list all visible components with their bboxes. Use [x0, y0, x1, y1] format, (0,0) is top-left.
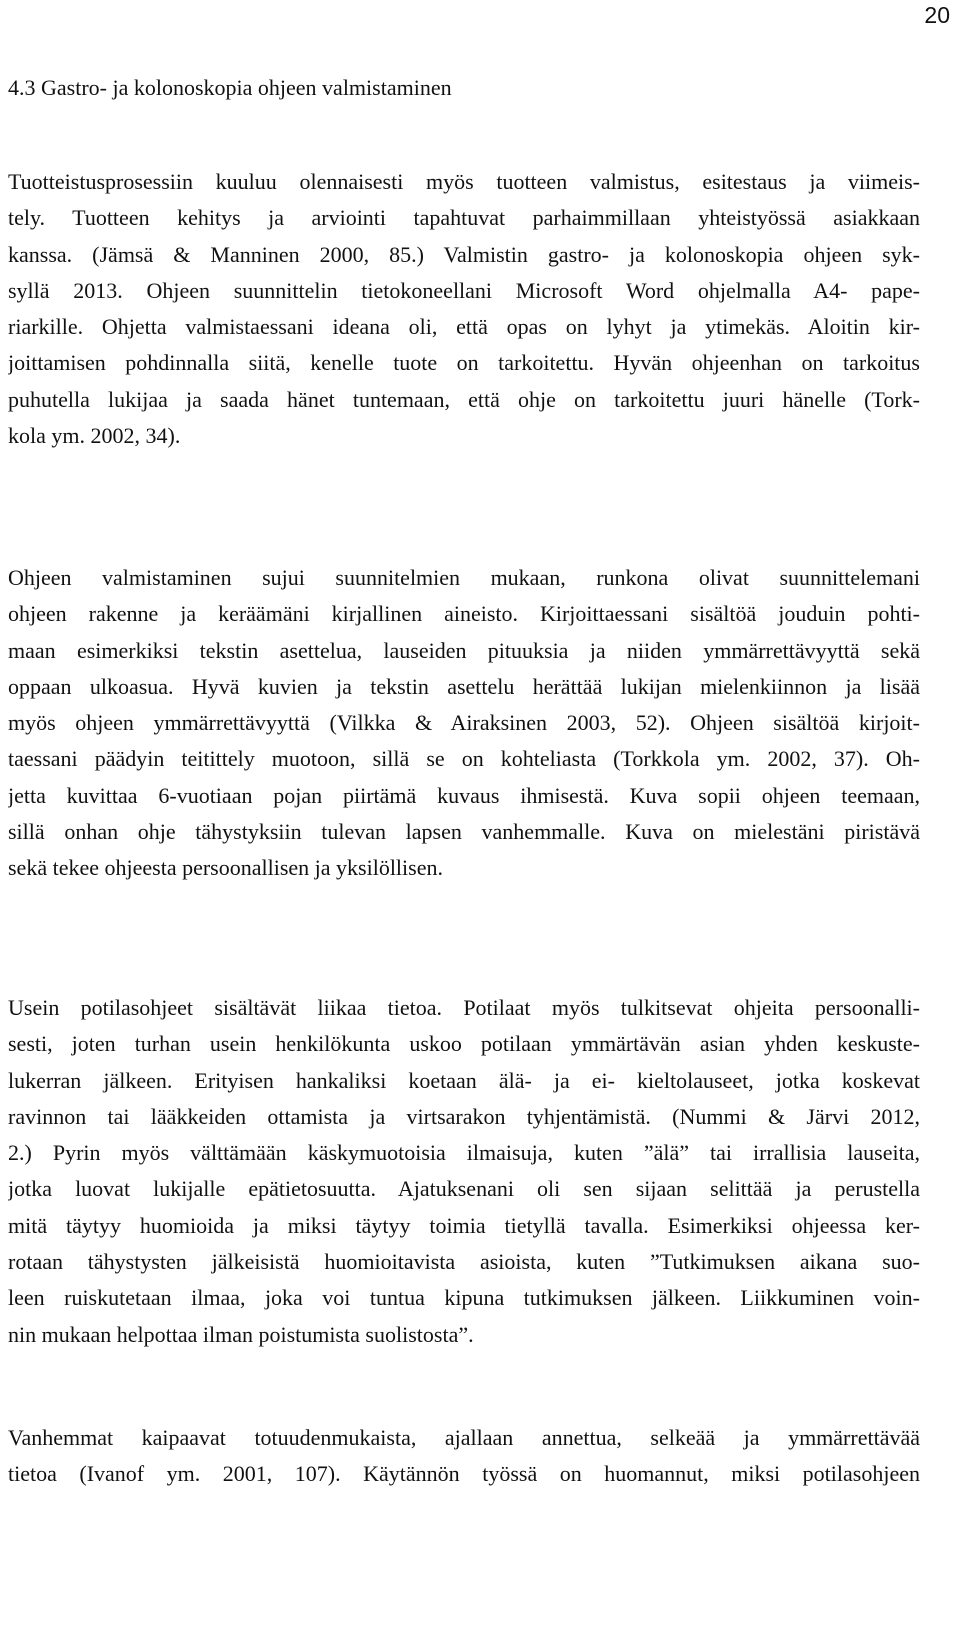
paragraph-3 — [8, 990, 920, 1353]
paragraph-line: sesti, joten turhan usein henkilökunta uskoo potilaan ymmärtävän asian yhden keskuste- — [8, 1031, 920, 1057]
paragraph-line: maan esimerkiksi tekstin asettelua, lauseiden pituuksia ja niiden ymmärrettävyyttä sekä — [8, 637, 920, 663]
paragraph-line: jetta kuvittaa 6-vuotiaan pojan piirtämä kuvaus ihmisestä. Kuva sopii ohjeen teemaan, — [8, 782, 920, 808]
paragraph-line: tely. Tuotteen kehitys ja arviointi tapahtuvat parhaimmillaan yhteistyössä asiakkaan — [8, 205, 920, 231]
paragraph-line: tietoa (Ivanof ym. 2001, 107). Käytännön työssä on huomannut, miksi potilasohjeen — [8, 1461, 920, 1487]
paragraph-line: jotka luovat lukijalle epätietosuutta. Ajatuksenani oli sen sijaan selittää ja perustella — [8, 1176, 920, 1202]
paragraph-1 — [8, 164, 920, 454]
paragraph-line: rotaan tähystysten jälkeisistä huomioitavista asioista, kuten ”Tutkimuksen aikana suo- — [8, 1249, 920, 1275]
paragraph-line: Vanhemmat kaipaavat totuudenmukaista, ajallaan annettua, selkeää ja ymmärrettävää — [8, 1425, 920, 1450]
paragraph-line: joittamisen pohdinnalla siitä, kenelle tuote on tarkoitettu. Hyvän ohjeenhan on tarkoitus — [8, 350, 920, 376]
paragraph-line: mitä täytyy huomioida ja miksi täytyy toimia tietyllä tavalla. Esimerkiksi ohjeessa ker- — [8, 1212, 920, 1238]
paragraph-line: leen ruiskutetaan ilmaa, joka voi tuntua kipuna tutkimuksen jälkeen. Liikkuminen voin- — [8, 1285, 920, 1311]
paragraph-2 — [8, 560, 920, 887]
paragraph-line: taessani päädyin teitittely muotoon, sillä se on kohteliasta (Torkkola ym. 2002, 37). Oh- — [8, 746, 920, 772]
paragraph-line: 2.) Pyrin myös välttämään käskymuotoisia ilmaisuja, kuten ”älä” tai irrallisia lauseita, — [8, 1140, 920, 1166]
page-number: 20 — [924, 2, 950, 28]
paragraph-line: myös ohjeen ymmärrettävyyttä (Vilkka & Airaksinen 2003, 52). Ohjeen sisältöä kirjoit- — [8, 710, 920, 736]
paragraph-line: Usein potilasohjeet sisältävät liikaa tietoa. Potilaat myös tulkitsevat ohjeita persoonalli- — [8, 995, 920, 1020]
paragraph-line: sillä onhan ohje tähystyksiin tulevan lapsen vanhemmalle. Kuva on mielestäni piristävä — [8, 819, 920, 845]
paragraph-line: puhutella lukijaa ja saada hänet tuntemaan, että ohje on tarkoitettu juuri hänelle (Tork- — [8, 386, 920, 412]
paragraph-line: ohjeen rakenne ja keräämäni kirjallinen aineisto. Kirjoittaessani sisältöä jouduin pohti- — [8, 601, 920, 627]
section-heading: 4.3 Gastro- ja kolonoskopia ohjeen valmistaminen — [8, 75, 452, 100]
paragraph-line: nin mukaan helpottaa ilman poistumista suolistosta”. — [8, 1321, 474, 1347]
paragraph-line: syllä 2013. Ohjeen suunnittelin tietokoneellani Microsoft Word ohjelmalla A4- pape- — [8, 277, 920, 303]
paragraph-4 — [8, 1420, 920, 1493]
paragraph-line: kola ym. 2002, 34). — [8, 423, 181, 449]
paragraph-line: Ohjeen valmistaminen sujui suunnitelmien mukaan, runkona olivat suunnittelemani — [8, 565, 920, 590]
paragraph-line: ravinnon tai lääkkeiden ottamista ja virtsarakon tyhjentämistä. (Nummi & Järvi 2012, — [8, 1103, 920, 1129]
paragraph-line: riarkille. Ohjetta valmistaessani ideana oli, että opas on lyhyt ja ytimekäs. Aloitin kir- — [8, 314, 920, 340]
paragraph-line: sekä tekee ohjeesta persoonallisen ja yksilöllisen. — [8, 855, 443, 881]
paragraph-line: oppaan ulkoasua. Hyvä kuvien ja tekstin asettelu herättää lukijan mielenkiinnon ja lisää — [8, 673, 920, 699]
paragraph-line: lukerran jälkeen. Erityisen hankaliksi koetaan älä- ja ei- kieltolauseet, jotka koskevat — [8, 1067, 920, 1093]
paragraph-line: kanssa. (Jämsä & Manninen 2000, 85.) Valmistin gastro- ja kolonoskopia ohjeen syk- — [8, 241, 920, 267]
paragraph-line: Tuotteistusprosessiin kuuluu olennaisesti myös tuotteen valmistus, esitestaus ja viimeis- — [8, 169, 920, 194]
